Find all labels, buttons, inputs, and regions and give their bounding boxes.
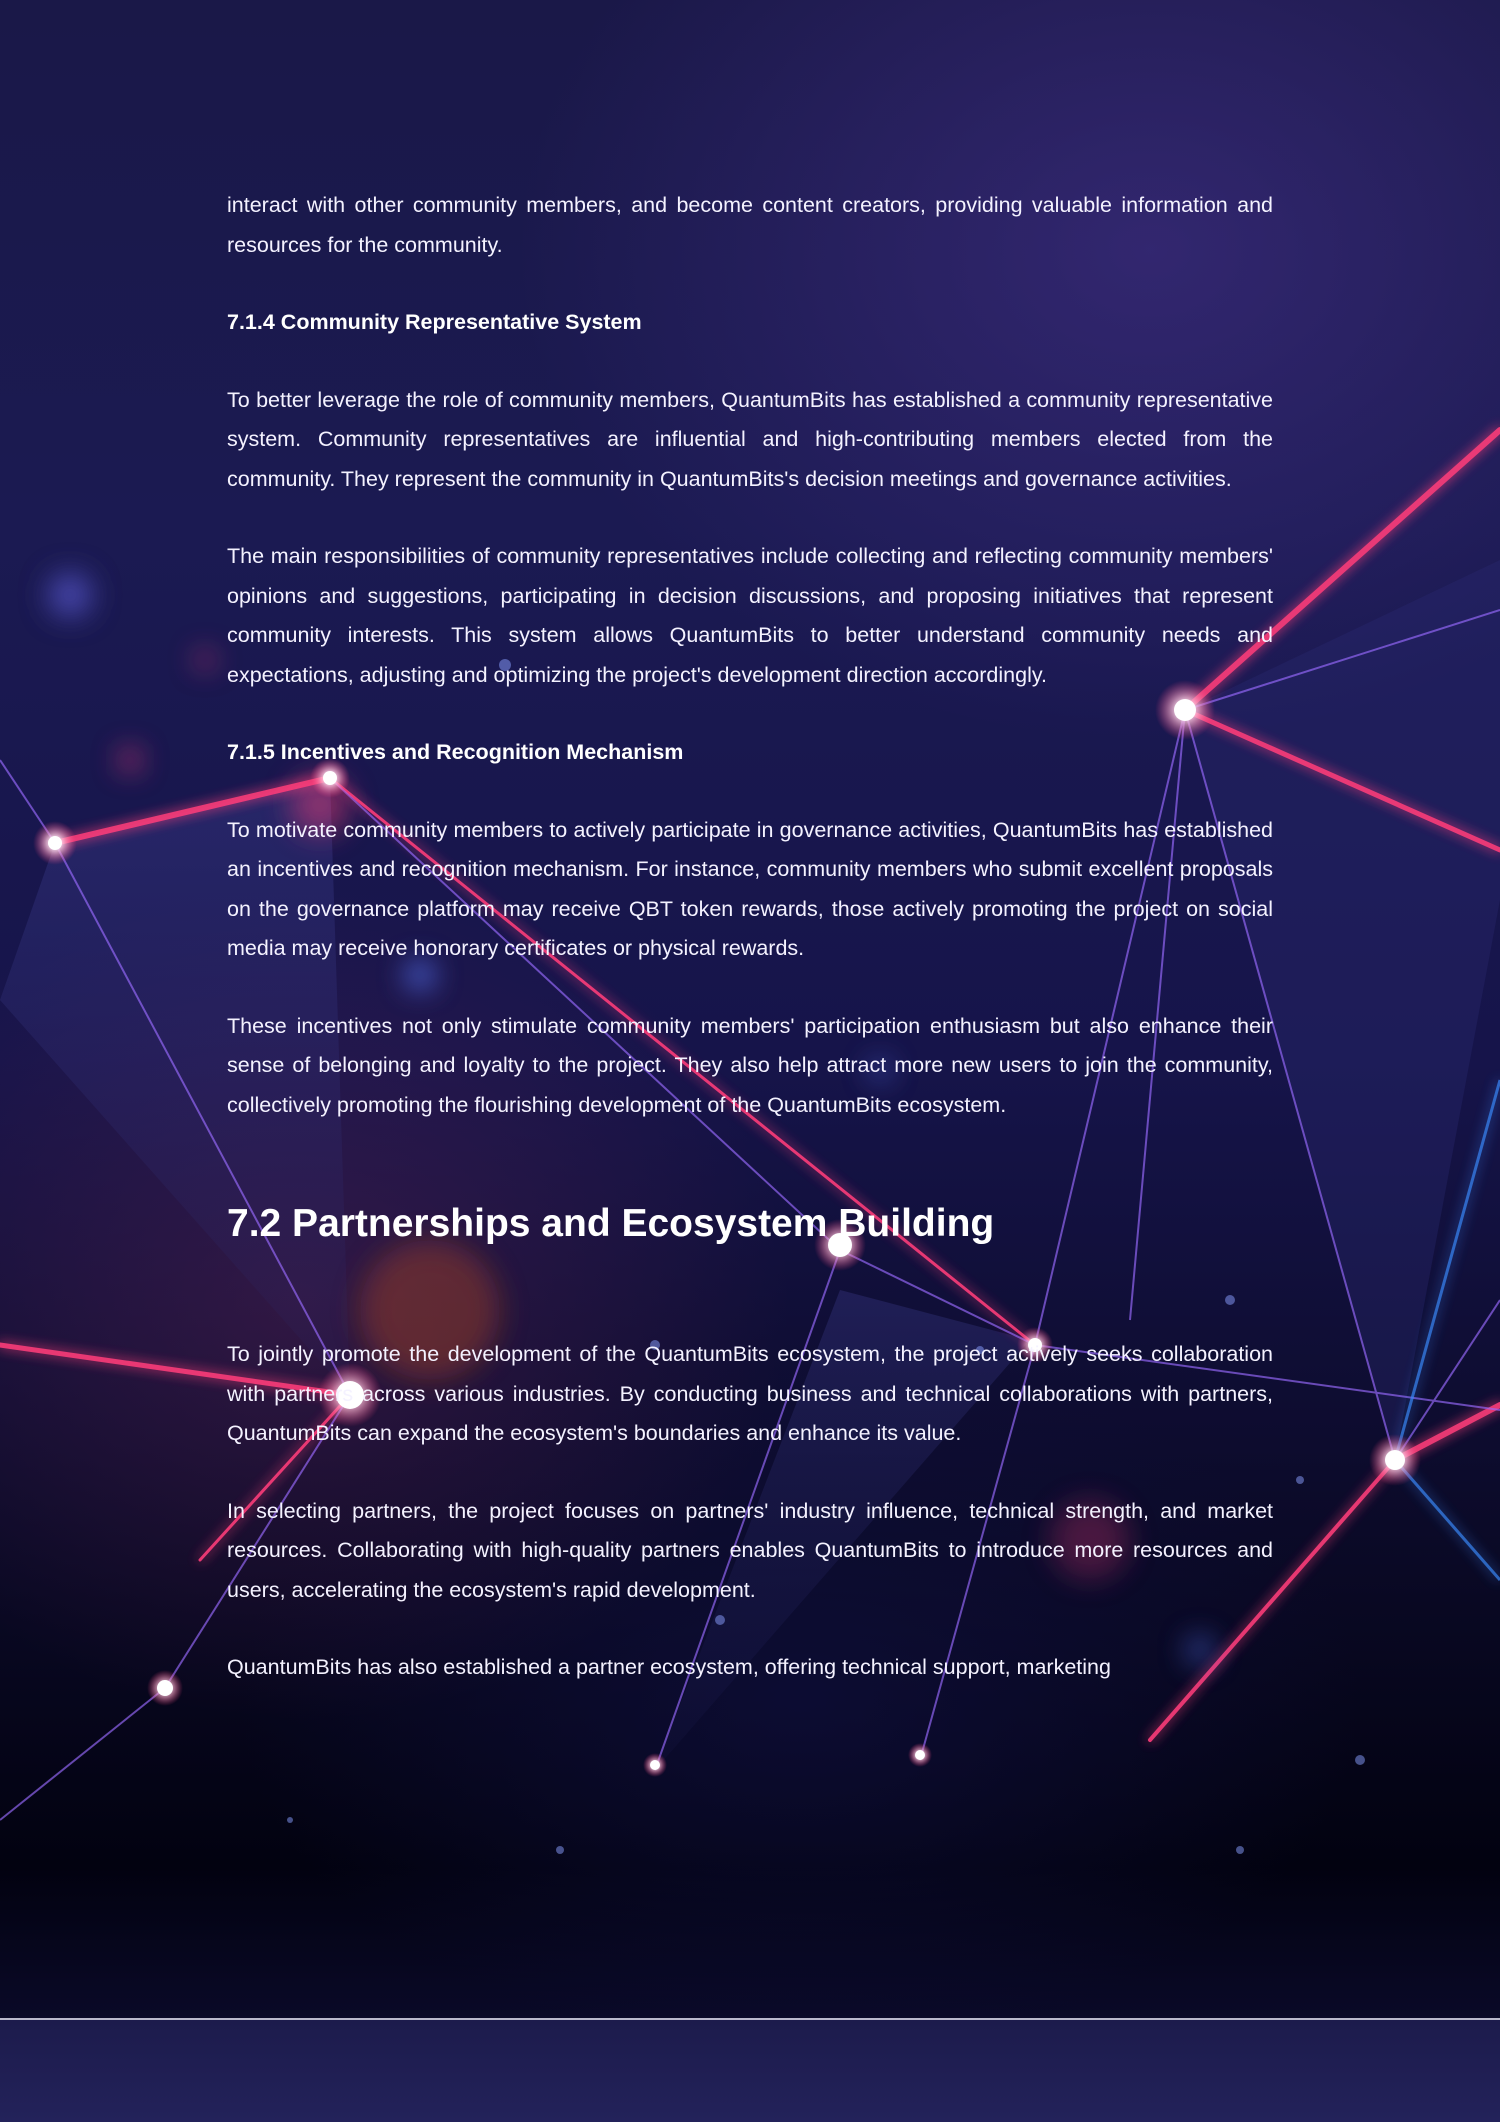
paragraph-partnership-collaboration: To jointly promote the development of the QuantumBits ecosystem, the project actively seeks collaboration with partners across various industries. By conducting business and technical collaborations with partners, QuantumBits can expand the ecosystem's boundaries and enhance its value. <box>227 1342 1273 1445</box>
paragraph-incentives-benefits: These incentives not only stimulate community members' participation enthusiasm but also enhance their sense of belonging and loyalty to the project. They also help attract more new users to join the community, collectively promoting the flourishing development of the QuantumBits ecosystem. <box>227 1013 1273 1117</box>
section-title-7-2: 7.2 Partnerships and Ecosystem Building <box>227 1202 995 1245</box>
paragraph-incentives-mechanism: To motivate community members to actively participate in governance activities, QuantumBits has established an incentives and recognition mechanism. For instance, community members who submit excellent proposals on the governance platform may receive QBT token rewards, those actively promoting the project on social media may receive honorary certificates or physical rewards. <box>227 817 1273 960</box>
paragraph-representative-system: To better leverage the role of community members, QuantumBits has established a community representative system. Community representatives are influential and high-contributing members elected from the community. They represent the community in QuantumBits's decision meetings and governance activities. <box>227 387 1273 491</box>
paragraph-partner-ecosystem: QuantumBits has also established a partner ecosystem, offering technical support, marketing <box>227 1655 1111 1679</box>
footer-band <box>0 2020 1500 2122</box>
paragraph-partner-selection: In selecting partners, the project focuses on partners' industry influence, technical strength, and market resources. Collaborating with high-quality partners enables QuantumBits to introduce more resources and users, accelerating the ecosystem's rapid development. <box>227 1498 1273 1602</box>
paragraph-representative-responsibilities: The main responsibilities of community representatives include collecting and reflecting community members' opinions and suggestions, participating in decision discussions, and proposing initiatives that represent community interests. This system allows QuantumBits to better understand community needs and expectations, adjusting and optimizing the project's development direction accordingly. <box>227 544 1273 687</box>
subheading-7-1-5: 7.1.5 Incentives and Recognition Mechanism <box>227 740 684 764</box>
paragraph-community-interaction: interact with other community members, and become content creators, providing valuable information and resources for the community. <box>227 193 1273 257</box>
document-body <box>227 186 1273 1726</box>
subheading-7-1-4: 7.1.4 Community Representative System <box>227 310 642 334</box>
